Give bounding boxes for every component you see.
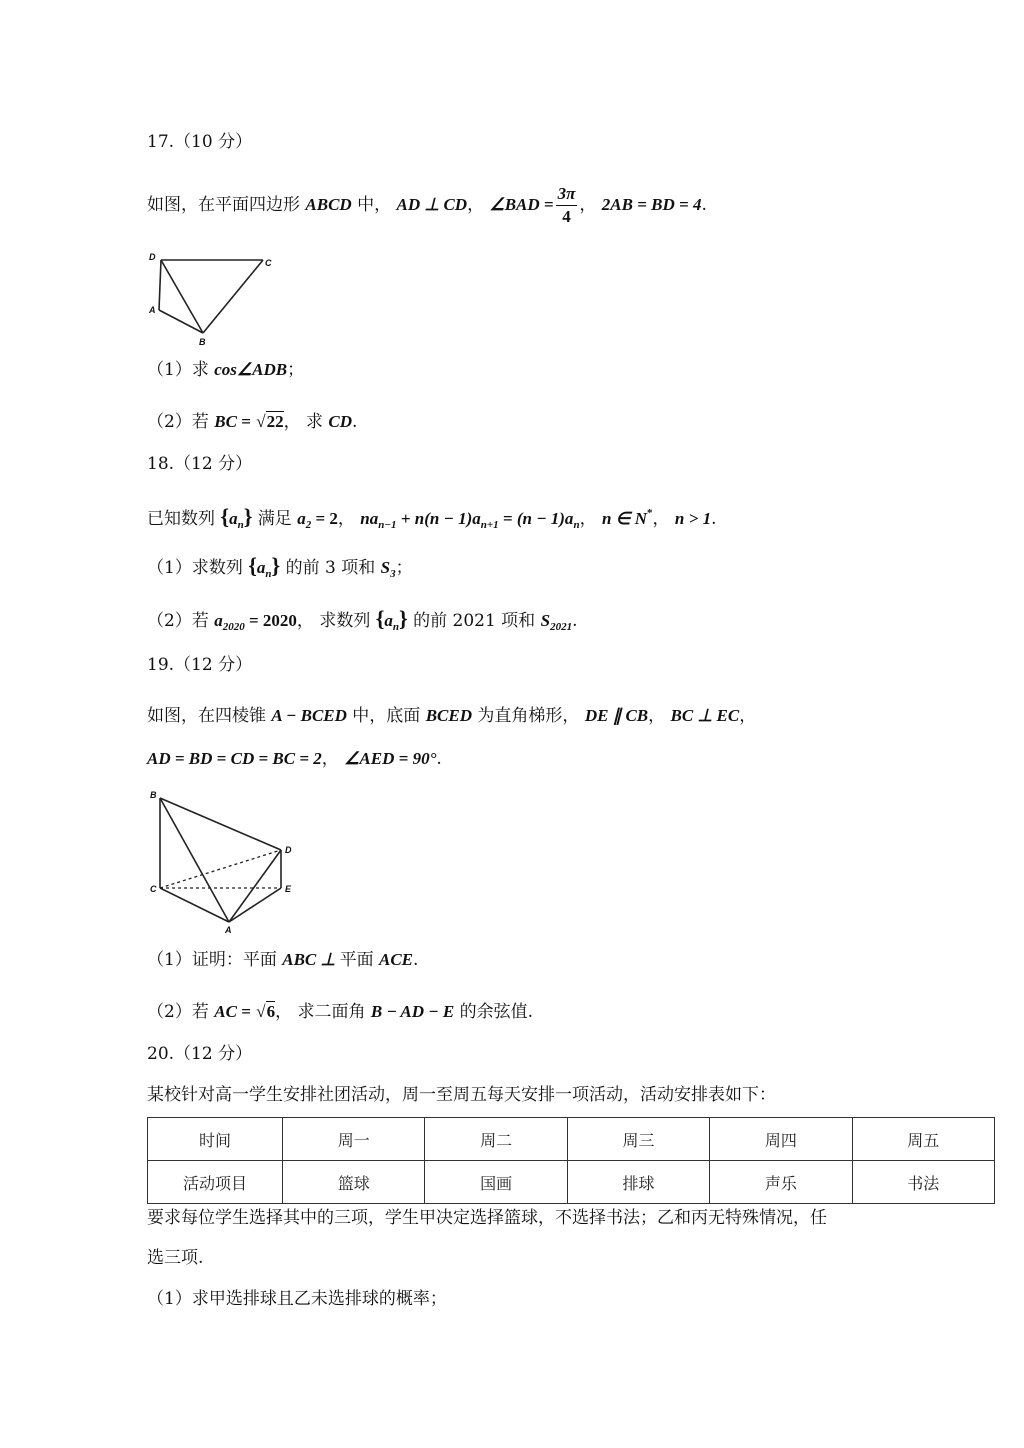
q19-p1-plane1: ABC <box>282 950 317 969</box>
q18-init-sub: 2 <box>305 519 312 531</box>
q19-pyramid: A − BCED <box>271 706 347 725</box>
q18-stem: 已知数列 $\{a_n\}$ 满足 $a_2 = 2$， $na_{n-1} + n(n - 1)a_{n+1} = (n - 1)a_n$， n ∈ N*， n > 1. <box>147 504 717 531</box>
q17-p2-expr: BC = <box>214 412 251 431</box>
q19-p1-lead: （1）证明：平面 <box>147 950 283 970</box>
q18-p2-seq: a <box>384 611 393 630</box>
q17-p2-target: CD <box>328 412 353 431</box>
q18-part2: （2）若 $a_{2020} = 2020$， 求数列 $\{a_n\}$ 的前 2021 项和 $S_{2021}$. <box>147 606 578 633</box>
table-cell: 周一 <box>283 1118 425 1161</box>
q17-p2-sqrt: √22 <box>256 412 284 431</box>
q17-figure <box>145 248 285 352</box>
table-cell: 排球 <box>567 1161 709 1204</box>
q19-angle: ∠AED = 90° <box>344 749 437 768</box>
q20-after-table-line2: 选三项. <box>147 1248 204 1268</box>
q19-p2-mid: ， 求二面角 <box>275 1002 371 1022</box>
q20-heading: 20.（12 分） <box>147 1044 253 1064</box>
q18-p2-end: . <box>572 611 578 631</box>
q17-part2 <box>147 410 357 434</box>
q17-label-d: D <box>149 252 156 262</box>
q19-p2-dihedral: B − AD − E <box>370 1002 455 1021</box>
q19-heading: 19.（12 分） <box>147 655 253 675</box>
q19-label-b: B <box>150 790 157 800</box>
q18-domain: n ∈ N <box>601 509 648 528</box>
q18-rec-a-sub: n−1 <box>378 519 397 531</box>
q19-stem-line1 <box>147 704 756 728</box>
q18-p1-seq: a <box>256 558 266 577</box>
q17-heading: 17.（10 分） <box>147 132 253 152</box>
q19-p2-lead: （2）若 <box>147 1002 215 1022</box>
table-cell: 周五 <box>852 1118 994 1161</box>
q20-after-table-line1: 要求每位学生选择其中的三项，学生甲决定选择篮球，不选择书法；乙和丙无特殊情况，任 <box>147 1208 827 1228</box>
q17-p1-end: ； <box>287 360 305 380</box>
q17-p2-mid: ， 求 <box>283 412 329 432</box>
table-row <box>148 1118 995 1161</box>
table-cell: 周三 <box>567 1118 709 1161</box>
q19-label-c: C <box>150 884 157 894</box>
q19-p1-perp: ⊥ <box>316 950 340 969</box>
q18-stem-text: ， <box>652 509 675 529</box>
q18-cond: n > 1 <box>674 509 712 528</box>
q18-stem-text: ， <box>579 509 602 529</box>
q19-base: BCED <box>425 706 473 725</box>
q17-label-b: B <box>199 337 206 347</box>
q18-init: a <box>297 509 306 528</box>
q17-stem-text: 中， <box>351 195 397 215</box>
q17-frac-num: 3π <box>556 183 578 206</box>
q18-stem-text: 已知数列 <box>147 509 221 529</box>
q18-rec-a: na <box>360 509 379 528</box>
table-cell: 时间 <box>148 1118 283 1161</box>
q19-label-d: D <box>285 845 292 855</box>
q17-p2-radicand: 22 <box>266 412 284 431</box>
q19-label-a: A <box>225 925 232 935</box>
q18-p2-mid: ， 求数列 <box>296 611 376 631</box>
q18-p2-sum-sub: 2021 <box>550 621 573 633</box>
table-row <box>148 1161 995 1204</box>
q19-parallel: DE ∥ CB <box>584 706 649 725</box>
q18-p2-lead: （2）若 <box>147 611 215 631</box>
q18-p2-mid2: 的前 2021 项和 <box>407 611 541 631</box>
q18-rec-b: + n(n − 1)a <box>396 509 481 528</box>
q19-stem-text: . <box>436 749 442 769</box>
q19-eq: AD = BD = CD = BC = 2 <box>147 749 322 768</box>
q17-angle: ∠BAD = <box>489 195 554 214</box>
q18-p2-term-sub: 2020 <box>222 621 245 633</box>
q18-rec-b-sub: n+1 <box>480 519 499 531</box>
q17-p1-lead: （1）求 <box>147 360 215 380</box>
q18-stem-text: 满足 <box>252 509 298 529</box>
q19-stem-text: 为直角梯形， <box>472 706 585 726</box>
q19-p2-sqrt: √6 <box>256 1002 276 1021</box>
q17-stem <box>147 183 707 228</box>
q17-p1-expr: cos∠ADB <box>214 360 288 379</box>
q19-p2-expr: AC = <box>214 1002 251 1021</box>
table-cell: 国画 <box>425 1161 567 1204</box>
q17-stem-text: . <box>701 195 707 215</box>
q19-label-e: E <box>285 884 292 894</box>
q17-label-a: A <box>149 305 156 315</box>
q18-p2-sum: S <box>540 611 551 630</box>
q19-p2-end: 的余弦值. <box>454 1002 533 1022</box>
q18-seq-sub: n <box>237 519 244 531</box>
q17-stem-text: ， <box>467 195 490 215</box>
q18-p1-lead: （1）求数列 <box>147 558 249 578</box>
q18-p1-mid: 的前 3 项和 <box>280 558 381 578</box>
q19-p1-plane2: ACE <box>378 950 414 969</box>
q20-part1: （1）求甲选排球且乙未选排球的概率； <box>147 1289 447 1309</box>
table-cell: 周四 <box>710 1118 852 1161</box>
q18-p2-term: a <box>214 611 223 630</box>
q19-stem-text: ， <box>739 706 757 726</box>
table-cell: 书法 <box>852 1161 994 1204</box>
activity-schedule-table <box>147 1117 995 1204</box>
q19-stem-text: ， <box>648 706 671 726</box>
q17-p2-lead: （2）若 <box>147 412 215 432</box>
q19-p1-end: . <box>413 950 419 970</box>
q17-p2-end: . <box>352 412 358 432</box>
q18-p2-seq-sub: n <box>392 621 400 633</box>
table-cell: 活动项目 <box>148 1161 283 1204</box>
q18-rec-c-sub: n <box>573 519 580 531</box>
q18-p1-seq-sub: n <box>265 568 272 580</box>
q18-stem-text: . <box>711 509 717 529</box>
q19-stem-text: 如图，在四棱锥 <box>147 706 272 726</box>
q18-heading: 18.（12 分） <box>147 454 253 474</box>
q17-fraction <box>556 183 578 228</box>
q18-seq: a <box>229 509 238 528</box>
q19-figure <box>145 786 305 940</box>
q19-stem-line2 <box>147 747 442 771</box>
q17-frac-den: 4 <box>562 207 571 226</box>
table-cell: 周二 <box>425 1118 567 1161</box>
q18-p2-val: = 2020 <box>244 611 297 630</box>
q19-stem-text: ， <box>321 749 345 769</box>
q17-label-c: C <box>265 258 272 268</box>
q17-part1 <box>147 358 304 382</box>
q18-domain-sup: * <box>647 507 653 519</box>
q18-p1-sum: S <box>380 558 391 577</box>
q19-p2-radicand: 6 <box>266 1002 276 1021</box>
q18-stem-text: ， <box>337 509 361 529</box>
q19-perp: BC ⊥ EC <box>670 706 740 725</box>
table-cell: 篮球 <box>283 1161 425 1204</box>
q19-part2 <box>147 1000 533 1024</box>
q19-stem-text: 中，底面 <box>346 706 426 726</box>
q18-p1-end: ； <box>395 558 413 578</box>
q17-eq: 2AB = BD = 4 <box>601 195 702 214</box>
q18-part1: （1）求数列 $\{a_n\}$ 的前 3 项和 $S_3$； <box>147 553 413 580</box>
q20-intro: 某校针对高一学生安排社团活动，周一至周五每天安排一项活动，活动安排表如下： <box>147 1085 776 1105</box>
q17-quad: ABCD <box>305 195 352 214</box>
q19-part1 <box>147 948 418 972</box>
q17-stem-text: 如图，在平面四边形 <box>147 195 306 215</box>
q17-perp: AD ⊥ CD <box>396 195 468 214</box>
q17-stem-text: ， <box>579 195 602 215</box>
q19-p1-mid: 平面 <box>339 950 379 970</box>
q18-rec-c: = (n − 1)a <box>498 509 574 528</box>
q18-p1-sum-sub: 3 <box>390 568 396 580</box>
q18-init-val: = 2 <box>311 509 338 528</box>
table-cell: 声乐 <box>710 1161 852 1204</box>
